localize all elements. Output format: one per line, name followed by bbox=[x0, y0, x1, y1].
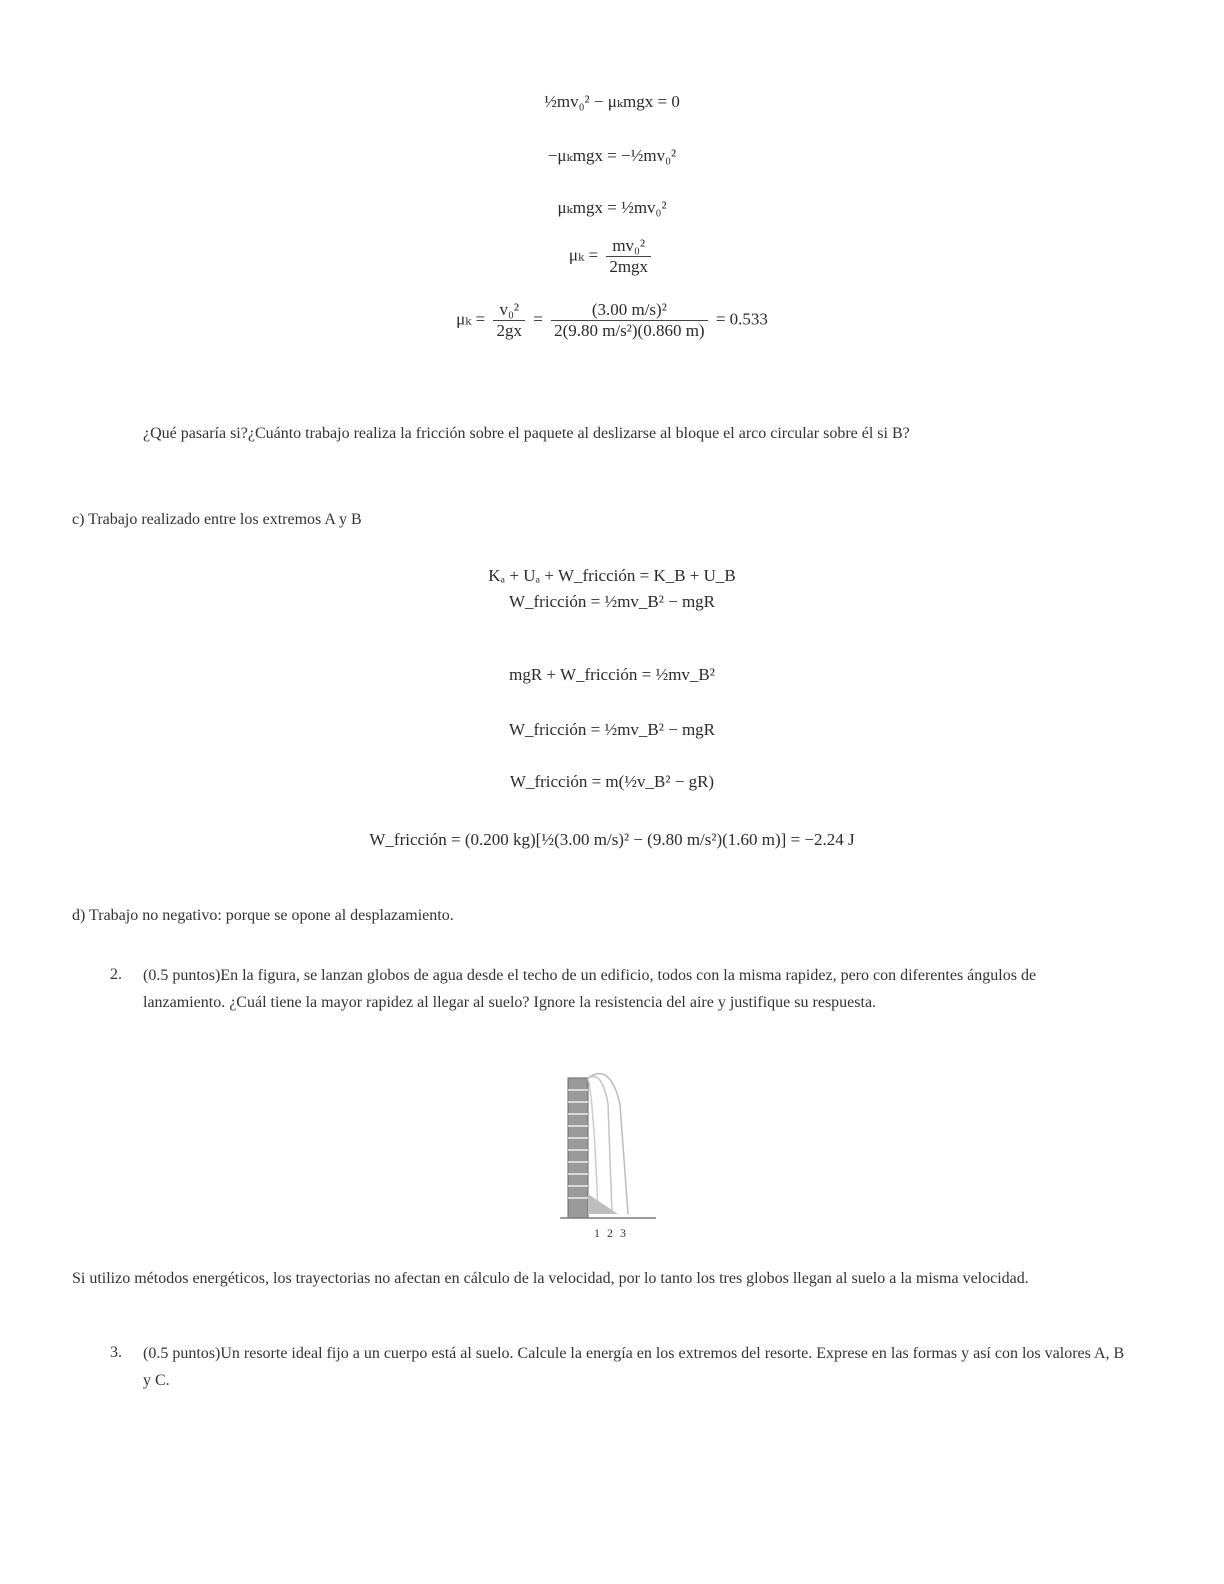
numerator: (3.00 m/s)² bbox=[551, 300, 708, 321]
equation-fraction-result: μₖ = $\frac{\text{v₀²}}{2gx}$ = $\frac{\text{(3.00 m/s)²}}{\text{2(9.80 m/s²)(0.860 m)}}$ = 0.533 bbox=[456, 300, 768, 340]
equation-lhs: μₖ = bbox=[456, 309, 486, 329]
equation-line: mgR + W_fricción = ½mv_B² bbox=[509, 665, 715, 684]
equation-fraction bbox=[0, 236, 1224, 277]
question-paragraph: ¿Qué pasaría si?¿Cuánto trabajo realiza la fricción sobre el paquete al deslizarse al bloque el arco circular sobre él si B? bbox=[143, 425, 910, 442]
ground-shadow bbox=[588, 1194, 618, 1214]
numerator: mv₀² bbox=[606, 236, 651, 257]
item-text: (0.5 puntos)En la figura, se lanzan globos de agua desde el techo de un edificio, todos con la misma rapidez, pero con diferentes ángulos de lanzamiento. ¿Cuál tiene la mayor rapidez al llegar al suelo? Ignore la resistencia del aire y justifique su respuesta. bbox=[143, 967, 1037, 1011]
equation-line: Kₐ + Uₐ + W_fricción = K_B + U_B bbox=[488, 566, 736, 585]
equation-lhs: μₖ = bbox=[568, 245, 599, 265]
equation-result: = 0.533 bbox=[715, 309, 768, 329]
numerator: v₀² bbox=[493, 300, 525, 321]
denominator: 2mgx bbox=[609, 257, 649, 276]
equation-line: W_fricción = m(½v_B² − gR) bbox=[509, 772, 715, 791]
section-heading: c) Trabajo realizado entre los extremos A y B bbox=[72, 511, 362, 528]
equation-line: −μₖmgx = −½mv₀² bbox=[547, 146, 677, 165]
trajectory-3 bbox=[588, 1078, 598, 1214]
equation-line: W_fricción = ½mv_B² − mgR bbox=[508, 720, 716, 739]
item-number: 3. bbox=[110, 1344, 122, 1361]
answer-paragraph: Si utilizo métodos energéticos, los trayectorias no afectan en cálculo de la velocidad, por lo tanto los tres globos llegan al suelo a la misma velocidad. bbox=[72, 1270, 1029, 1287]
building-trajectory-diagram bbox=[560, 1064, 660, 1224]
item-number: 2. bbox=[110, 966, 122, 983]
section-heading: d) Trabajo no negativo: porque se opone al desplazamiento. bbox=[72, 907, 454, 924]
equation-line: W_fricción = (0.200 kg)[½(3.00 m/s)² − (9.80 m/s²)(1.60 m)] = −2.24 J bbox=[369, 830, 855, 849]
denominator: 2gx bbox=[496, 321, 522, 340]
equation-line: W_fricción = ½mv_B² − mgR bbox=[508, 592, 716, 611]
equation-line: ½mv₀² − μₖmgx = 0 bbox=[544, 92, 680, 111]
figure-labels: 1 2 3 bbox=[594, 1226, 628, 1240]
building-figure bbox=[560, 1064, 660, 1224]
item-text: (0.5 puntos)Un resorte ideal fijo a un cuerpo está al suelo. Calcule la energía en los extremos del resorte. Exprese en las formas y así con los valores A, B y C. bbox=[143, 1345, 1125, 1389]
equation-line: μₖmgx = ½mv₀² bbox=[557, 198, 667, 217]
denominator: 2(9.80 m/s²)(0.860 m) bbox=[554, 321, 705, 340]
